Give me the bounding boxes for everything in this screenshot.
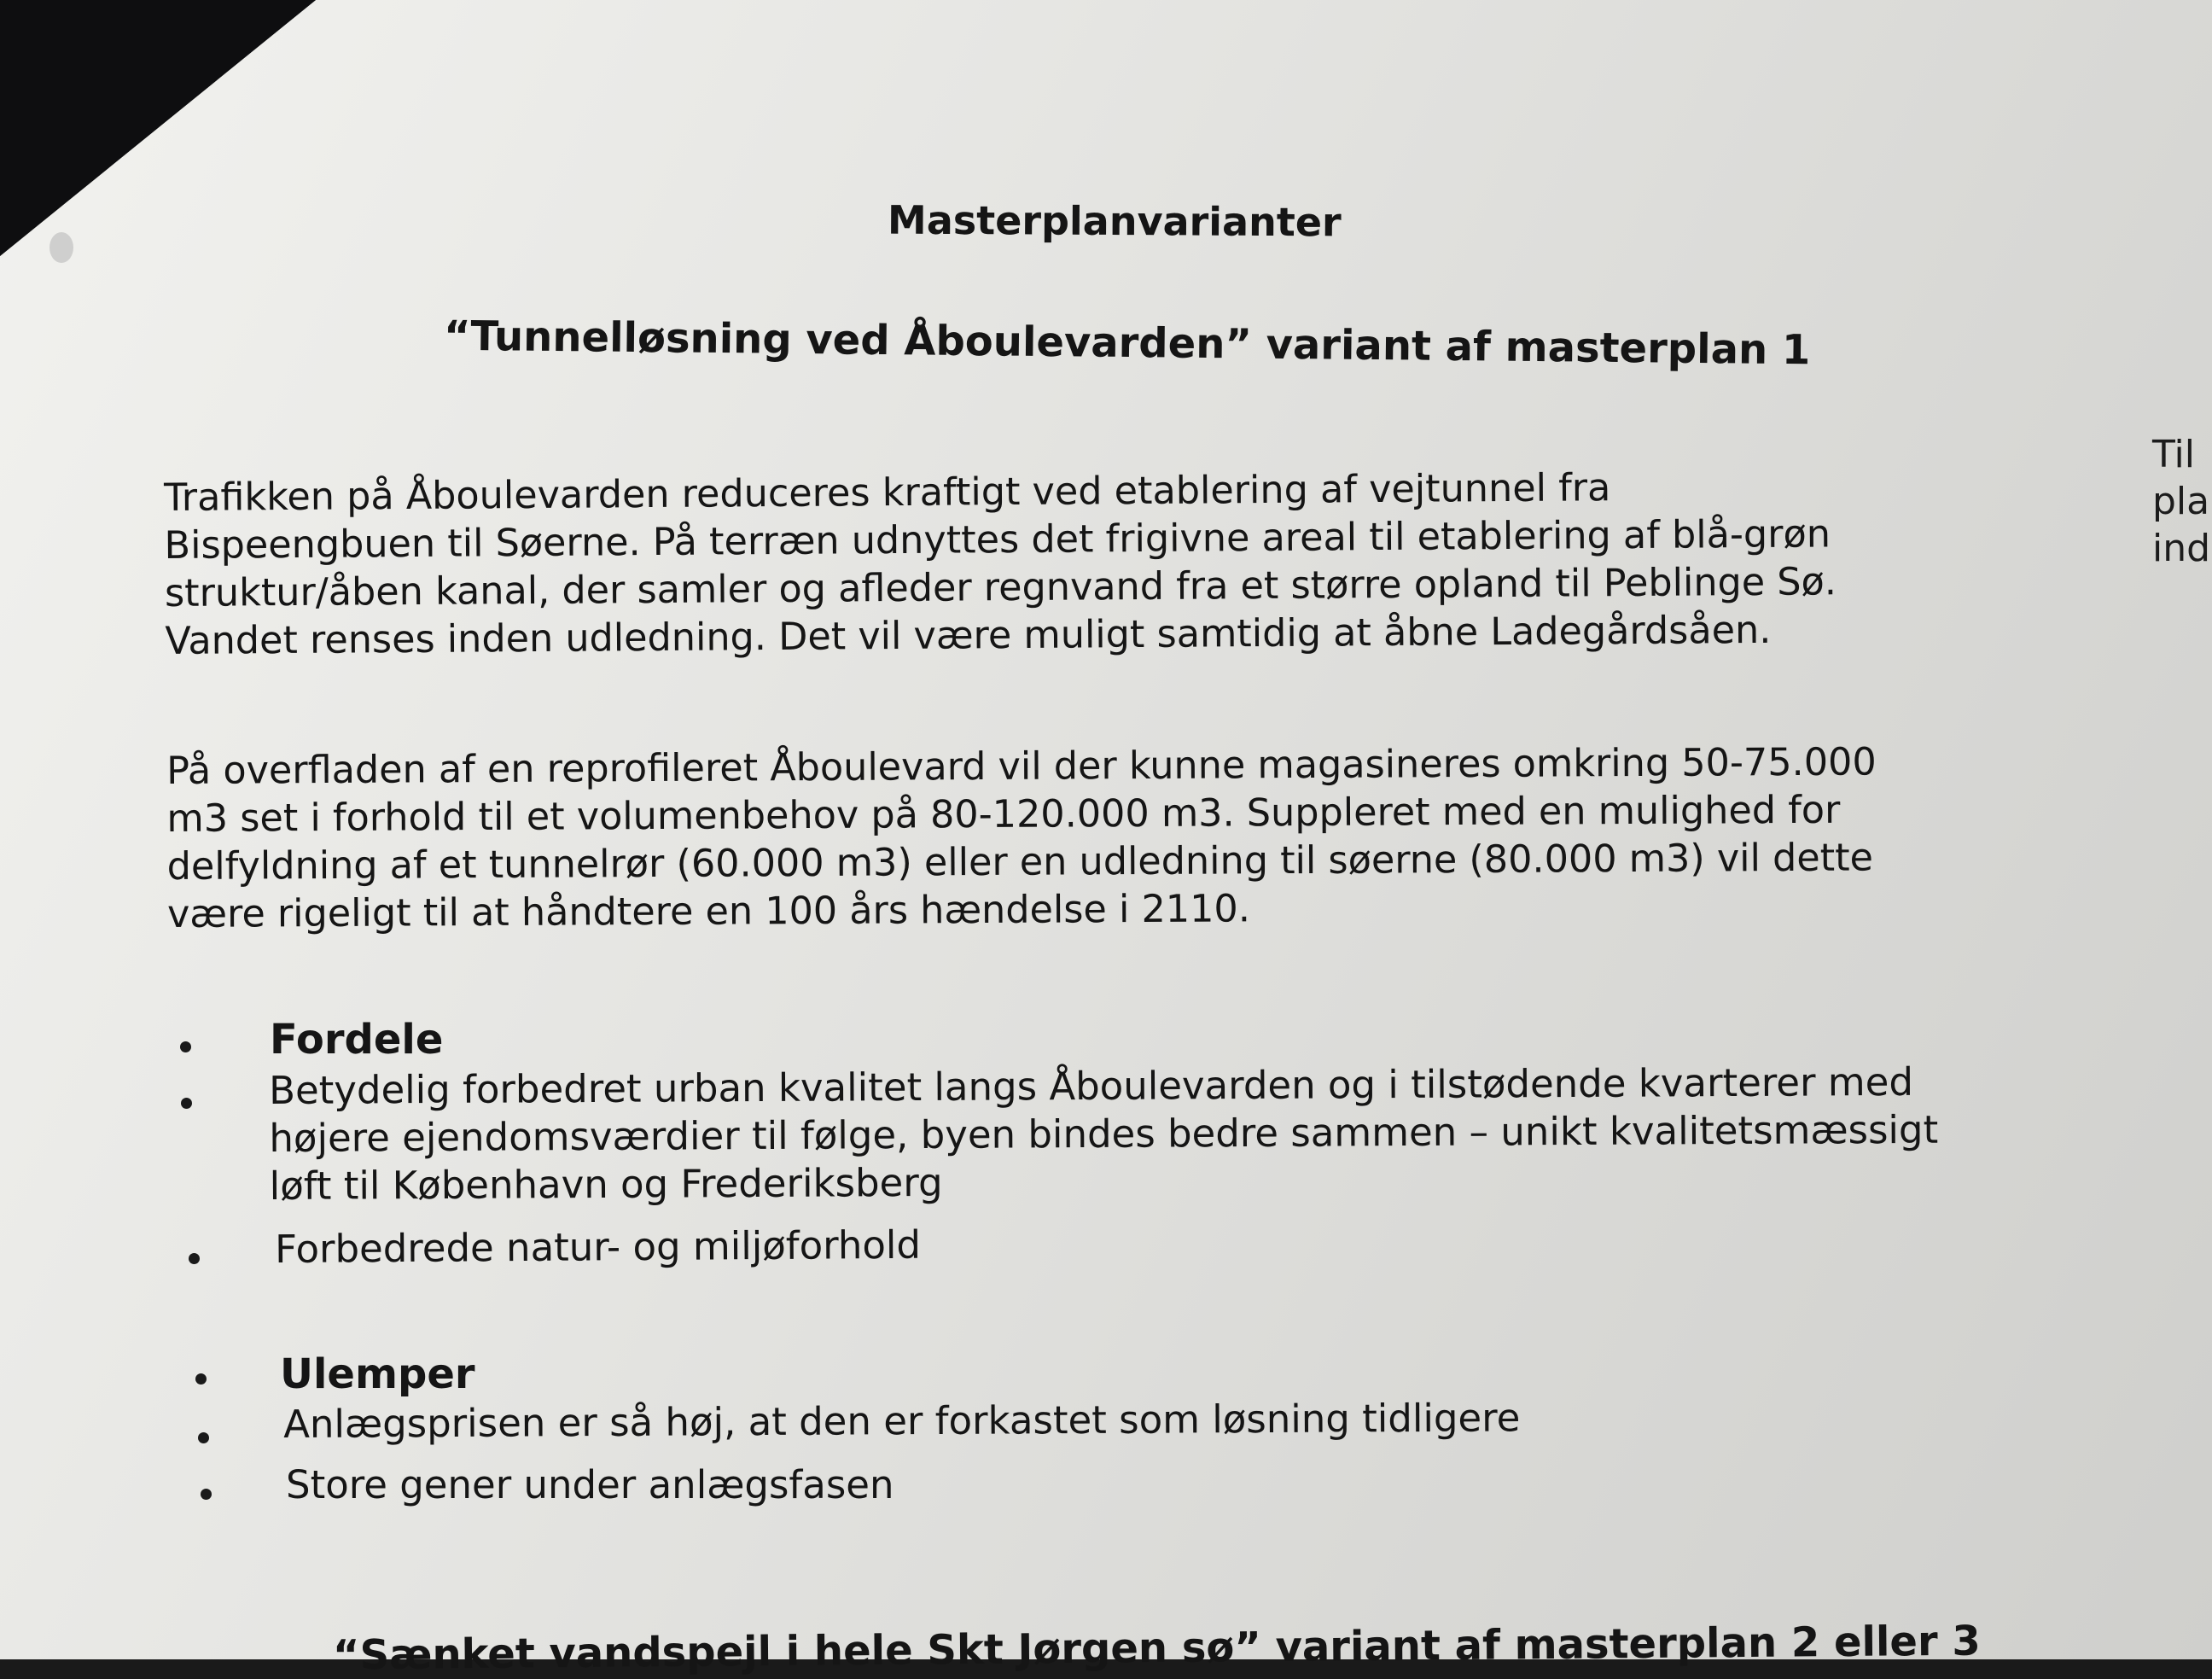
fordele-heading: Fordele (270, 1016, 444, 1064)
paragraph-2: På overfladen af en reprofileret Åboulevard vil der kunne magasineres omkring 50-75.000 m3 set i forhold til et volumenbehov på 80-120.000 m3. Suppleret med en mulighed for delfyldning af et tunnelrør (60.000 m3) eller en udledning til søerne (80.000 m3) vil dette være rigeligt til at håndtere en 100 års hændelse i 2110. (166, 740, 1877, 936)
paper-smudge (49, 232, 73, 263)
adjacent-page-fragment: Til pla ind (2152, 433, 2211, 570)
fordele-item-2: Forbedrede natur- og miljøforhold (275, 1221, 922, 1272)
ulemper-heading: Ulemper (280, 1350, 475, 1398)
ulemper-item-1: Anlægsprisen er så høj, at den er forkastet som løsning tidligere (283, 1395, 1521, 1447)
section-subtitle: “Tunnelløsning ved Åboulevarden” variant af masterplan 1 (443, 312, 1811, 375)
bullet (195, 1373, 207, 1385)
next-section-heading: “Sænket vandspejl i hele Skt Jørgen sø” variant af masterplan 2 eller 3 (332, 1617, 1981, 1679)
fordele-item-1: Betydelig forbedret urban kvalitet langs Åboulevarden og i tilstødende kvarterer med højere ejendomsværdier til følge, byen bindes bedre sammen – unikt kvalitetsmæssigt løft til København og Frederiksberg (269, 1058, 1939, 1209)
document-title: Masterplanvarianter (887, 196, 1342, 246)
bullet (198, 1432, 209, 1443)
bullet (181, 1098, 192, 1109)
paragraph-1: Trafikken på Åboulevarden reduceres kraftigt ved etablering af vejtunnel fra Bispeengbuen til Søerne. På terræn udnyttes det frigivne areal til etablering af blå-grøn struktur/åben kanal, der samler og afleder regnvand fra et større opland til Peblinge Sø. Vandet renses inden udledning. Det vil være muligt samtidig at åbne Ladegårdsåen. (164, 466, 1837, 663)
bullet (180, 1041, 191, 1052)
bullet (189, 1253, 200, 1264)
bullet (201, 1489, 212, 1500)
ulemper-item-2: Store gener under anlægsfasen (286, 1462, 894, 1507)
